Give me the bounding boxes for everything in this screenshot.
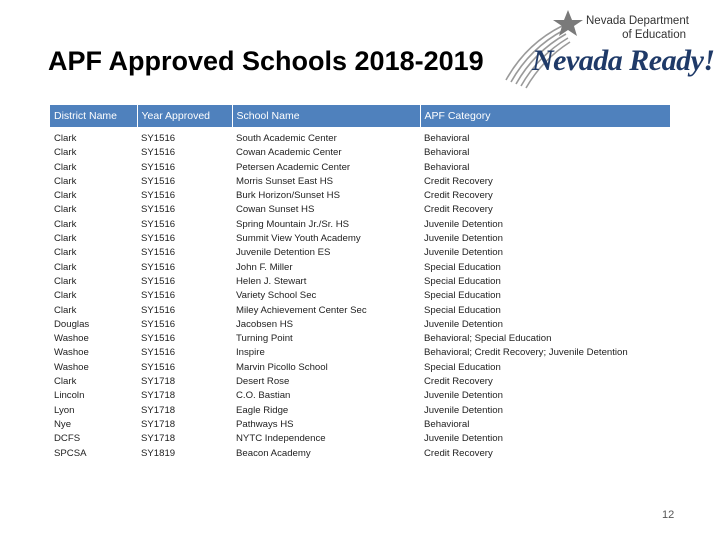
district-cell: Washoe bbox=[54, 361, 89, 373]
year-cell: SY1516 bbox=[141, 175, 176, 187]
district-cell: Washoe bbox=[54, 333, 89, 345]
district-cell: DCFS bbox=[54, 433, 81, 445]
page-number: 12 bbox=[662, 509, 675, 521]
table-row bbox=[50, 161, 670, 175]
district-cell: Clark bbox=[54, 147, 77, 159]
school-cell: Morris Sunset East HS bbox=[236, 175, 334, 187]
category-cell: Behavioral bbox=[424, 418, 470, 430]
school-cell: Turning Point bbox=[236, 333, 293, 345]
district-cell: SPCSA bbox=[54, 447, 87, 459]
year-cell: SY1516 bbox=[141, 275, 176, 287]
school-cell: John F. Miller bbox=[236, 261, 293, 273]
year-cell: SY1516 bbox=[141, 161, 176, 173]
nevada-doe-logo bbox=[500, 4, 715, 100]
category-cell: Juvenile Detention bbox=[424, 318, 503, 330]
school-cell: Variety School Sec bbox=[236, 290, 317, 302]
category-cell: Credit Recovery bbox=[424, 376, 493, 388]
table-row bbox=[50, 218, 670, 232]
year-cell: SY1516 bbox=[141, 304, 176, 316]
category-cell: Behavioral bbox=[424, 147, 470, 159]
table-row bbox=[50, 375, 670, 389]
year-cell: SY1516 bbox=[141, 190, 176, 202]
category-cell: Credit Recovery bbox=[424, 175, 493, 187]
category-cell: Special Education bbox=[424, 275, 501, 287]
category-cell: Special Education bbox=[424, 261, 501, 273]
district-cell: Clark bbox=[54, 304, 77, 316]
table-body bbox=[50, 127, 670, 461]
school-cell: Jacobsen HS bbox=[236, 318, 294, 330]
school-cell: Miley Achievement Center Sec bbox=[236, 304, 367, 316]
district-cell: Lyon bbox=[54, 404, 75, 416]
category-cell: Credit Recovery bbox=[424, 204, 493, 216]
category-cell: Credit Recovery bbox=[424, 447, 493, 459]
school-cell: Petersen Academic Center bbox=[236, 161, 351, 173]
district-cell: Lincoln bbox=[54, 390, 85, 402]
category-cell: Behavioral; Special Education bbox=[424, 333, 552, 345]
district-cell: Clark bbox=[54, 161, 77, 173]
district-cell: Douglas bbox=[54, 318, 90, 330]
district-cell: Clark bbox=[54, 261, 77, 273]
district-cell: Clark bbox=[54, 175, 77, 187]
table-row bbox=[50, 232, 670, 246]
year-cell: SY1718 bbox=[141, 404, 176, 416]
school-cell: Juvenile Detention ES bbox=[236, 247, 331, 259]
category-cell: Behavioral bbox=[424, 161, 470, 173]
category-cell: Behavioral; Credit Recovery; Juvenile Detention bbox=[424, 347, 628, 359]
year-cell: SY1516 bbox=[141, 261, 176, 273]
district-cell: Clark bbox=[54, 376, 77, 388]
school-cell: Summit View Youth Academy bbox=[236, 233, 361, 245]
school-cell: C.O. Bastian bbox=[236, 390, 291, 402]
year-cell: SY1516 bbox=[141, 347, 176, 359]
school-cell: Helen J. Stewart bbox=[236, 275, 307, 287]
table-row bbox=[50, 275, 670, 289]
table-row bbox=[50, 332, 670, 346]
category-cell: Behavioral bbox=[424, 133, 470, 144]
year-cell: SY1819 bbox=[141, 447, 176, 459]
table-row bbox=[50, 447, 670, 461]
table-row bbox=[50, 246, 670, 260]
district-cell: Clark bbox=[54, 204, 77, 216]
org-name-line2: of Education bbox=[622, 29, 686, 41]
table-row bbox=[50, 418, 670, 432]
table-row bbox=[50, 318, 670, 332]
table-row bbox=[50, 432, 670, 446]
category-cell: Special Education bbox=[424, 361, 501, 373]
header-school-name: School Name bbox=[232, 105, 420, 127]
school-cell: Inspire bbox=[236, 347, 265, 359]
header-district-name: District Name bbox=[50, 105, 137, 127]
school-cell: Marvin Picollo School bbox=[236, 361, 328, 373]
year-cell: SY1718 bbox=[141, 418, 176, 430]
table-row bbox=[50, 361, 670, 375]
school-cell: Beacon Academy bbox=[236, 447, 311, 459]
district-cell: Clark bbox=[54, 233, 77, 245]
table-row bbox=[50, 304, 670, 318]
table-row bbox=[50, 346, 670, 360]
year-cell: SY1516 bbox=[141, 218, 176, 230]
category-cell: Juvenile Detention bbox=[424, 433, 503, 445]
table-row bbox=[50, 261, 670, 275]
apf-schools-table bbox=[50, 105, 670, 461]
district-cell: Washoe bbox=[54, 347, 89, 359]
category-cell: Juvenile Detention bbox=[424, 233, 503, 245]
table-row bbox=[50, 132, 670, 146]
school-cell: South Academic Center bbox=[236, 133, 337, 144]
org-name bbox=[586, 14, 689, 42]
table-row bbox=[50, 389, 670, 403]
district-cell: Clark bbox=[54, 218, 77, 230]
header-year-approved: Year Approved bbox=[137, 105, 232, 127]
category-cell: Special Education bbox=[424, 290, 501, 302]
category-cell: Juvenile Detention bbox=[424, 247, 503, 259]
district-cell: Nye bbox=[54, 418, 72, 430]
school-cell: NYTC Independence bbox=[236, 433, 326, 445]
year-cell: SY1516 bbox=[141, 290, 176, 302]
org-name-line1: Nevada Department bbox=[586, 15, 689, 27]
district-cell: Clark bbox=[54, 290, 77, 302]
header-apf-category: APF Category bbox=[420, 105, 670, 127]
category-cell: Juvenile Detention bbox=[424, 390, 503, 402]
year-cell: SY1516 bbox=[141, 333, 176, 345]
category-cell: Juvenile Detention bbox=[424, 218, 503, 230]
category-cell: Juvenile Detention bbox=[424, 404, 503, 416]
year-cell: SY1516 bbox=[141, 147, 176, 159]
year-cell: SY1718 bbox=[141, 433, 176, 445]
table-row bbox=[50, 289, 670, 303]
district-cell: Clark bbox=[54, 275, 77, 287]
year-cell: SY1516 bbox=[141, 204, 176, 216]
school-cell: Cowan Sunset HS bbox=[236, 204, 315, 216]
school-cell: Burk Horizon/Sunset HS bbox=[236, 190, 340, 202]
year-cell: SY1516 bbox=[141, 247, 176, 259]
table-row bbox=[50, 404, 670, 418]
table-row bbox=[50, 203, 670, 217]
year-cell: SY1516 bbox=[141, 233, 176, 245]
slide-title: APF Approved Schools 2018-2019 bbox=[48, 46, 484, 76]
district-cell: Clark bbox=[54, 190, 77, 202]
category-cell: Credit Recovery bbox=[424, 190, 493, 202]
district-cell: Clark bbox=[54, 247, 77, 259]
year-cell: SY1516 bbox=[141, 133, 176, 144]
school-cell: Eagle Ridge bbox=[236, 404, 289, 416]
table-row bbox=[50, 175, 670, 189]
year-cell: SY1718 bbox=[141, 390, 176, 402]
table-row bbox=[50, 189, 670, 203]
year-cell: SY1516 bbox=[141, 318, 176, 330]
year-cell: SY1718 bbox=[141, 376, 176, 388]
district-cell: Clark bbox=[54, 133, 77, 144]
table-row bbox=[50, 146, 670, 160]
logo-wordmark: Nevada Ready! bbox=[532, 44, 715, 77]
school-cell: Desert Rose bbox=[236, 376, 290, 388]
table-header-row bbox=[50, 105, 670, 127]
school-cell: Cowan Academic Center bbox=[236, 147, 342, 159]
category-cell: Special Education bbox=[424, 304, 501, 316]
school-cell: Pathways HS bbox=[236, 418, 294, 430]
year-cell: SY1516 bbox=[141, 361, 176, 373]
school-cell: Spring Mountain Jr./Sr. HS bbox=[236, 218, 350, 230]
